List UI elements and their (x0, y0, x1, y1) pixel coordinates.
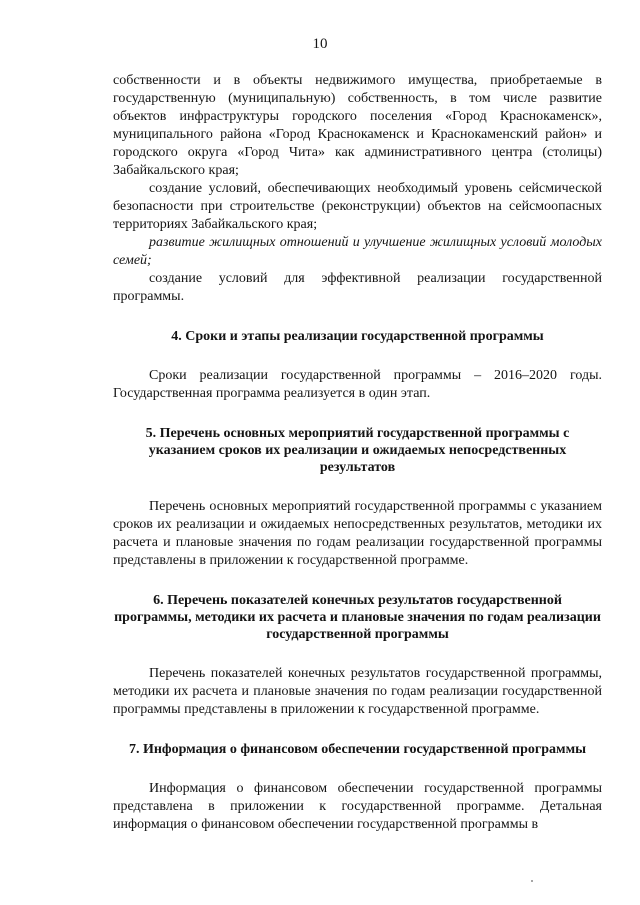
paragraph-continuation: собственности и в объекты недвижимого имущества, приобретаемые в государственную (муниципальную) собственность, в том числе развитие объектов инфраструктуры городского поселения «Город Краснокаменск», муниципального района «Город Краснокаменск и Краснокаменский район» и городского округа «Город Чита» как административного центра (столицы) Забайкальского края; (113, 73, 602, 178)
list-item-conditions: создание условий для эффективной реализации государственной программы. (113, 271, 602, 304)
document-body (113, 72, 602, 834)
section-5-text: Перечень основных мероприятий государственной программы с указанием сроков их реализации и ожидаемых непосредственных результатов, методики их расчета и плановые значения по годам реализации государственной программы представлены в приложении к государственной программе. (113, 499, 602, 568)
section-4-heading: 4. Сроки и этапы реализации государственной программы (171, 329, 544, 344)
list-item-seismic: создание условий, обеспечивающих необходимый уровень сейсмической безопасности при строительстве (реконструкции) объектов на сейсмоопасных территориях Забайкальского края; (113, 181, 602, 232)
scan-speck (531, 880, 533, 882)
section-6-text: Перечень показателей конечных результатов государственной программы, методики их расчета и плановые значения по годам реализации государственной программы представлены в приложении к государственной программе. (113, 666, 602, 717)
section-4-text: Сроки реализации государственной программы – 2016–2020 годы. Государственная программа реализуется в один этап. (113, 368, 602, 401)
section-7-text: Информация о финансовом обеспечении государственной программы представлена в приложении к государственной программе. Детальная информация о финансовом обеспечении государственной программы в (113, 781, 602, 832)
page-number: 10 (312, 36, 328, 52)
section-6-heading: 6. Перечень показателей конечных результатов государственной программы, методики их расчета и плановые значения по годам реализации государственной программы (114, 593, 601, 642)
section-5-heading: 5. Перечень основных мероприятий государственной программы с указанием сроков их реализации и ожидаемых непосредственных результатов (145, 426, 570, 475)
section-7-heading: 7. Информация о финансовом обеспечении государственной программы (128, 742, 587, 757)
list-item-housing: развитие жилищных отношений и улучшение жилищных условий молодых семей; (113, 235, 602, 268)
